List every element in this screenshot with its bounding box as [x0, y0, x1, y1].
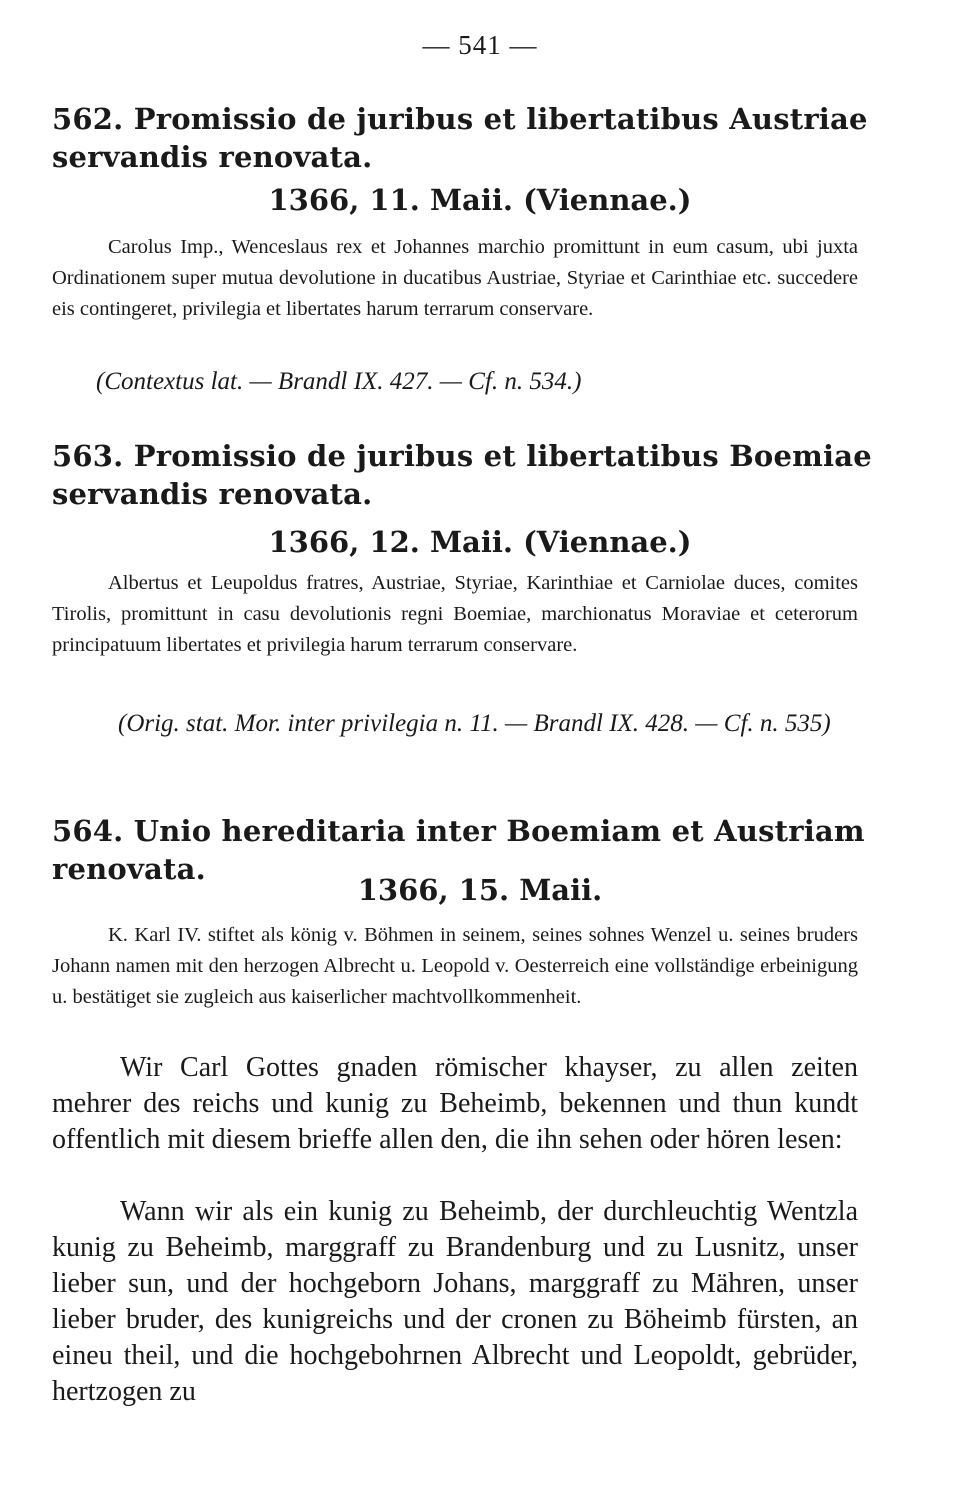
entry-564-summary: K. Karl IV. stiftet als könig v. Böhmen in seinem, seines sohnes Wenzel u. seines bruders Johann namen mit den herzogen Albrecht u. Leopold v. Oesterreich eine vollständige erbeinigung u. bestätiget sie zugleich aus kaiserlicher machtvollkommenheit.	[52, 924, 858, 1008]
entry-563-reference: (Orig. stat. Mor. inter privilegia n. 11. — Brandl IX. 428. — Cf. n. 535)	[118, 710, 831, 737]
page-number: — 541 —	[422, 30, 538, 60]
entry-562-summary: Carolus Imp., Wenceslaus rex et Johannes marchio promittunt in eum casum, ubi juxta Ordinationem super mutua devolutione in ducatibus Austriae, Styriae et Carinthiae etc. succedere eis contingeret, privilegia et libertates harum terrarum conservare.	[52, 236, 858, 320]
charter-paragraph-2: Wann wir als ein kunig zu Beheimb, der durchleuchtig Wentzla kunig zu Beheimb, marggraff zu Brandenburg und zu Lusnitz, unser lieber sun, und der hochgeborn Johans, marggraff zu Mähren, unser lieber bruder, des kunigreichs und der cronen zu Böheimb fürsten, an eineu theil, und die hochgebohrnen Albrecht und Leopoldt, gebrüder, hertzogen zu	[52, 1196, 858, 1407]
entry-563-date: 1366, 12. Maii. (Viennae.)	[268, 525, 692, 559]
entry-564-heading: 564. Unio hereditaria inter Boemiam et Austriam renovata.	[52, 814, 865, 886]
entry-564-date: 1366, 15. Maii.	[357, 873, 603, 907]
charter-paragraph-1: Wir Carl Gottes gnaden römischer khayser, zu allen zeiten mehrer des reichs und kunig zu Beheimb, bekennen und thun kundt offentlich mit diesem brieffe allen den, die ihn sehen oder hören lesen:	[52, 1052, 858, 1155]
entry-563-heading: 563. Promissio de juribus et libertatibus Boemiae servandis renovata.	[52, 439, 872, 511]
entry-563-summary: Albertus et Leupoldus fratres, Austriae, Styriae, Karinthiae et Carniolae duces, comites Tirolis, promittunt in casu devolutionis regni Boemiae, marchionatus Moraviae et ceterorum principatuum libertates et privilegia harum terrarum conservare.	[52, 572, 858, 656]
entry-562-heading: 562. Promissio de juribus et libertatibus Austriae servandis renovata.	[52, 102, 868, 174]
entry-562-date: 1366, 11. Maii. (Viennae.)	[268, 183, 692, 217]
entry-562-reference: (Contextus lat. — Brandl IX. 427. — Cf. n. 534.)	[96, 368, 582, 395]
